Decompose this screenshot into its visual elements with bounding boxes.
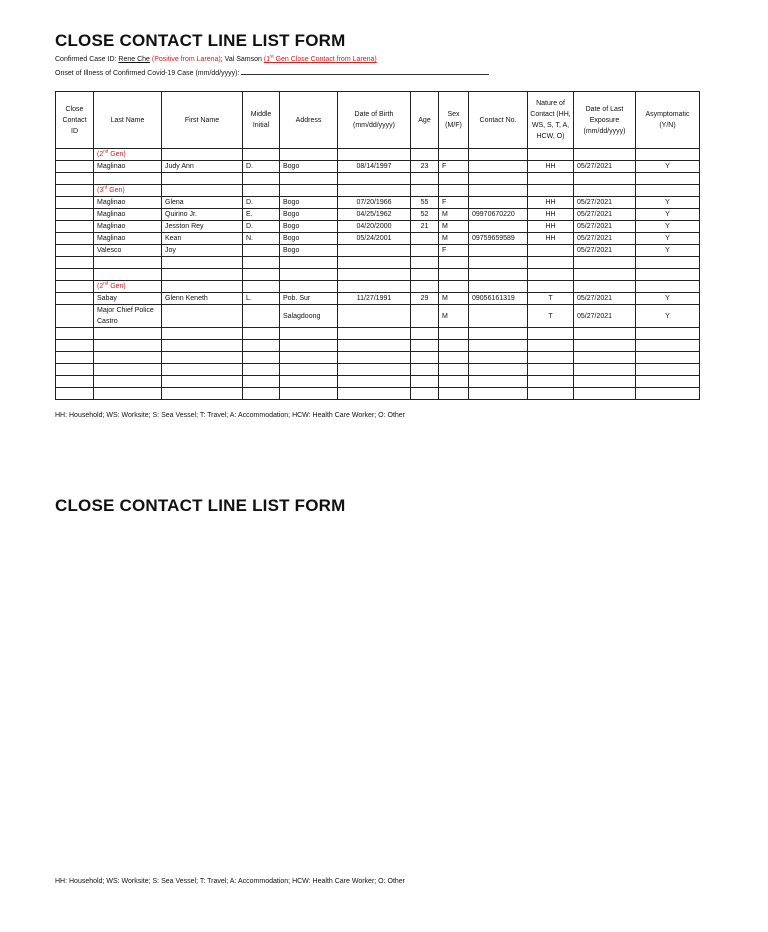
table-cell [574, 185, 636, 197]
col-date-of-birth: Date of Birth (mm/dd/yyyy) [338, 92, 411, 149]
table-cell: Bogo [280, 209, 338, 221]
table-cell [574, 257, 636, 269]
table-cell [56, 340, 94, 352]
table-cell [411, 233, 439, 245]
table-cell [528, 364, 574, 376]
table-cell [243, 269, 280, 281]
table-cell: 05/27/2021 [574, 197, 636, 209]
table-cell [243, 364, 280, 376]
table-cell: D. [243, 221, 280, 233]
table-row [56, 233, 700, 245]
table-cell: Bogo [280, 233, 338, 245]
table-cell [280, 173, 338, 185]
table-cell [243, 388, 280, 400]
table-cell [243, 185, 280, 197]
table-row-blank [56, 328, 700, 340]
col-sex: Sex (M/F) [439, 92, 469, 149]
table-cell [338, 257, 411, 269]
table-cell [280, 364, 338, 376]
table-cell: Bogo [280, 221, 338, 233]
table-cell [469, 281, 528, 293]
table-cell [636, 388, 700, 400]
table-cell: HH [528, 233, 574, 245]
table-cell: Quirino Jr. [162, 209, 243, 221]
table-cell [162, 257, 243, 269]
table-cell [469, 221, 528, 233]
table-cell: Y [636, 233, 700, 245]
table-cell [469, 197, 528, 209]
table-cell: M [439, 209, 469, 221]
table-cell [528, 257, 574, 269]
table-cell [439, 257, 469, 269]
table-cell: 05/27/2021 [574, 245, 636, 257]
table-cell: T [528, 305, 574, 328]
legend-note: HH: Household; WS: Worksite; S: Sea Vessel; T: Travel; A: Accommodation; HCW: Health Care Worker; O: Other [55, 412, 405, 419]
table-cell [411, 364, 439, 376]
table-cell [469, 149, 528, 161]
table-cell [94, 376, 162, 388]
table-cell: Major Chief Police Castro [94, 305, 162, 328]
table-row-blank [56, 269, 700, 281]
generation-header-row [56, 185, 700, 197]
table-cell [280, 257, 338, 269]
contact-table [55, 91, 700, 400]
table-cell [243, 352, 280, 364]
col-contact-no: Contact No. [469, 92, 528, 149]
table-cell [94, 388, 162, 400]
table-cell [280, 388, 338, 400]
table-row-blank [56, 257, 700, 269]
table-cell [243, 245, 280, 257]
table-cell [56, 197, 94, 209]
table-cell: 04/20/2000 [338, 221, 411, 233]
table-cell [94, 173, 162, 185]
table-cell: Y [636, 305, 700, 328]
table-row [56, 245, 700, 257]
table-cell [338, 305, 411, 328]
col-first-name: First Name [162, 92, 243, 149]
table-cell [439, 340, 469, 352]
table-cell [411, 269, 439, 281]
table-cell [411, 352, 439, 364]
table-cell [528, 269, 574, 281]
table-cell [411, 281, 439, 293]
onset-label: Onset of Illness of Confirmed Covid-19 Case (mm/dd/yyyy): [55, 70, 240, 77]
table-cell: M [439, 293, 469, 305]
table-cell [411, 257, 439, 269]
table-cell [162, 149, 243, 161]
table-cell [636, 376, 700, 388]
table-cell [162, 305, 243, 328]
table-cell: 05/27/2021 [574, 293, 636, 305]
table-cell [469, 173, 528, 185]
table-cell [243, 376, 280, 388]
table-cell [94, 328, 162, 340]
col-asymptomatic: Asymptomatic (Y/N) [636, 92, 700, 149]
table-cell [162, 352, 243, 364]
table-cell [574, 352, 636, 364]
table-row-blank [56, 173, 700, 185]
generation-label: (2nd Gen) [94, 149, 162, 161]
table-cell: 29 [411, 293, 439, 305]
table-cell: Bogo [280, 197, 338, 209]
table-cell: 05/27/2021 [574, 233, 636, 245]
table-cell: HH [528, 161, 574, 173]
table-cell: 05/27/2021 [574, 305, 636, 328]
table-cell [56, 293, 94, 305]
table-cell [574, 364, 636, 376]
case-note-1: (Positive from Larena) [151, 56, 221, 63]
table-cell: M [439, 305, 469, 328]
table-cell [411, 149, 439, 161]
table-cell [636, 185, 700, 197]
table-cell [528, 328, 574, 340]
table-cell [243, 328, 280, 340]
table-cell [439, 185, 469, 197]
table-cell: Maglinao [94, 233, 162, 245]
table-cell: D. [243, 197, 280, 209]
table-cell [469, 328, 528, 340]
table-cell [469, 257, 528, 269]
generation-header-row [56, 149, 700, 161]
table-row [56, 221, 700, 233]
table-cell [243, 281, 280, 293]
confirmed-case-line [55, 53, 377, 63]
case-name-1: Rene Che [118, 56, 150, 63]
table-cell [243, 173, 280, 185]
col-close-contact-id: Close Contact ID [56, 92, 94, 149]
table-cell [411, 376, 439, 388]
table-cell: D. [243, 161, 280, 173]
table-cell [469, 340, 528, 352]
col-age: Age [411, 92, 439, 149]
table-cell: Joy [162, 245, 243, 257]
table-row [56, 209, 700, 221]
table-cell [338, 173, 411, 185]
table-row-blank [56, 364, 700, 376]
table-cell [469, 161, 528, 173]
table-cell [528, 352, 574, 364]
table-row-blank [56, 352, 700, 364]
table-cell [338, 149, 411, 161]
table-cell: F [439, 161, 469, 173]
table-cell [56, 364, 94, 376]
table-cell: Maglinao [94, 161, 162, 173]
table-cell [528, 185, 574, 197]
table-cell: Salagdoong [280, 305, 338, 328]
table-cell [439, 388, 469, 400]
table-cell: 11/27/1991 [338, 293, 411, 305]
table-cell [528, 245, 574, 257]
table-cell: Kean [162, 233, 243, 245]
table-cell: N. [243, 233, 280, 245]
table-row-blank [56, 340, 700, 352]
table-cell [56, 173, 94, 185]
table-cell: Y [636, 293, 700, 305]
table-cell [469, 388, 528, 400]
table-cell [56, 376, 94, 388]
table-cell [94, 352, 162, 364]
table-cell [574, 376, 636, 388]
table-cell [56, 185, 94, 197]
table-cell [338, 340, 411, 352]
table-cell [280, 149, 338, 161]
table-cell: 23 [411, 161, 439, 173]
table-cell: 07/20/1966 [338, 197, 411, 209]
table-cell [56, 221, 94, 233]
table-cell [338, 269, 411, 281]
table-cell [528, 281, 574, 293]
table-cell [56, 233, 94, 245]
col-date-last-exposure: Date of Last Exposure (mm/dd/yyyy) [574, 92, 636, 149]
table-cell: Glenn Keneth [162, 293, 243, 305]
table-cell [411, 185, 439, 197]
table-cell [162, 376, 243, 388]
table-row [56, 161, 700, 173]
table-cell [56, 149, 94, 161]
table-cell: 09056161319 [469, 293, 528, 305]
table-cell: 21 [411, 221, 439, 233]
table-cell: Y [636, 245, 700, 257]
table-cell: Maglinao [94, 221, 162, 233]
table-cell [338, 364, 411, 376]
table-cell [439, 269, 469, 281]
table-cell [243, 305, 280, 328]
table-cell: L. [243, 293, 280, 305]
table-cell: Y [636, 197, 700, 209]
table-cell [574, 173, 636, 185]
table-cell [56, 328, 94, 340]
table-cell [574, 328, 636, 340]
table-cell: Valesco [94, 245, 162, 257]
table-cell: 55 [411, 197, 439, 209]
table-cell [338, 376, 411, 388]
table-cell [528, 388, 574, 400]
table-cell: E. [243, 209, 280, 221]
table-cell [439, 364, 469, 376]
table-cell: Y [636, 161, 700, 173]
table-cell [469, 245, 528, 257]
table-cell: F [439, 197, 469, 209]
table-cell: Bogo [280, 245, 338, 257]
table-cell [439, 149, 469, 161]
table-cell [56, 281, 94, 293]
table-cell [469, 185, 528, 197]
table-cell: 05/27/2021 [574, 161, 636, 173]
table-cell: HH [528, 209, 574, 221]
table-cell [469, 364, 528, 376]
table-cell [56, 269, 94, 281]
table-cell [574, 269, 636, 281]
table-cell [528, 149, 574, 161]
table-cell [439, 352, 469, 364]
table-cell [439, 281, 469, 293]
col-nature-of-contact: Nature of Contact (HH, WS, S, T, A, HCW, O) [528, 92, 574, 149]
case-note-2: (1st Gen Close Contact from Larena) [263, 53, 377, 63]
onset-blank-field [241, 68, 489, 75]
table-cell [94, 364, 162, 376]
table-cell [574, 340, 636, 352]
table-cell: F [439, 245, 469, 257]
table-cell [94, 257, 162, 269]
table-cell: 05/24/2001 [338, 233, 411, 245]
table-cell: Sabay [94, 293, 162, 305]
table-row [56, 197, 700, 209]
table-cell [574, 281, 636, 293]
table-cell [162, 173, 243, 185]
table-cell: Jesston Rey [162, 221, 243, 233]
table-cell: M [439, 233, 469, 245]
table-cell [439, 376, 469, 388]
table-cell [56, 257, 94, 269]
table-cell [338, 388, 411, 400]
table-cell: Pob. Sur [280, 293, 338, 305]
table-cell [636, 149, 700, 161]
table-cell [280, 281, 338, 293]
table-cell [528, 376, 574, 388]
table-cell [338, 328, 411, 340]
table-cell [280, 352, 338, 364]
table-cell [469, 305, 528, 328]
table-cell [162, 269, 243, 281]
table-row-blank [56, 388, 700, 400]
table-cell [636, 340, 700, 352]
table-cell [280, 376, 338, 388]
table-cell: Y [636, 221, 700, 233]
table-cell [162, 328, 243, 340]
table-cell [94, 340, 162, 352]
onset-line [55, 68, 489, 77]
table-cell: Y [636, 209, 700, 221]
table-cell [338, 185, 411, 197]
table-cell [528, 340, 574, 352]
table-cell [162, 340, 243, 352]
col-address: Address [280, 92, 338, 149]
table-cell [162, 388, 243, 400]
table-cell [94, 269, 162, 281]
table-cell [439, 328, 469, 340]
table-cell [411, 340, 439, 352]
table-cell [56, 209, 94, 221]
table-cell [56, 352, 94, 364]
table-cell [636, 364, 700, 376]
table-cell [411, 388, 439, 400]
table-cell [636, 269, 700, 281]
table-cell: T [528, 293, 574, 305]
table-cell: 09759659589 [469, 233, 528, 245]
generation-header-row [56, 281, 700, 293]
table-cell [338, 281, 411, 293]
table-cell [56, 305, 94, 328]
table-cell: Maglinao [94, 209, 162, 221]
table-row [56, 293, 700, 305]
table-cell: 08/14/1997 [338, 161, 411, 173]
table-cell: HH [528, 221, 574, 233]
table-cell: 05/27/2021 [574, 209, 636, 221]
table-cell [636, 328, 700, 340]
table-cell [280, 269, 338, 281]
table-row-blank [56, 376, 700, 388]
table-cell [574, 388, 636, 400]
col-middle-initial: Middle Initial [243, 92, 280, 149]
table-cell: Bogo [280, 161, 338, 173]
table-cell [243, 149, 280, 161]
table-cell [243, 257, 280, 269]
table-cell: 52 [411, 209, 439, 221]
table-cell [338, 352, 411, 364]
table-cell [469, 376, 528, 388]
table-header-row [56, 92, 700, 149]
table-cell [636, 173, 700, 185]
table-cell [528, 173, 574, 185]
table-cell: 05/27/2021 [574, 221, 636, 233]
table-cell [469, 352, 528, 364]
legend-note-page-2: HH: Household; WS: Worksite; S: Sea Vessel; T: Travel; A: Accommodation; HCW: Health Care Worker; O: Other [55, 878, 405, 885]
table-cell: M [439, 221, 469, 233]
table-cell [338, 245, 411, 257]
table-cell [636, 352, 700, 364]
table-cell [280, 328, 338, 340]
table-cell [56, 245, 94, 257]
table-cell [280, 185, 338, 197]
table-cell [636, 281, 700, 293]
table-cell [574, 149, 636, 161]
table-cell [411, 305, 439, 328]
table-cell [56, 388, 94, 400]
table-cell: Judy Ann [162, 161, 243, 173]
table-cell [411, 173, 439, 185]
generation-label: (3rd Gen) [94, 185, 162, 197]
col-last-name: Last Name [94, 92, 162, 149]
table-cell [411, 245, 439, 257]
table-cell: HH [528, 197, 574, 209]
table-cell [636, 257, 700, 269]
form-title-page-2: CLOSE CONTACT LINE LIST FORM [55, 496, 346, 515]
table-cell [411, 328, 439, 340]
table-row [56, 305, 700, 328]
table-cell [243, 340, 280, 352]
table-cell [56, 161, 94, 173]
table-cell [162, 185, 243, 197]
generation-label: (2nd Gen) [94, 281, 162, 293]
case-name-2: Val Samson [224, 56, 262, 63]
case-id-label: Confirmed Case ID: [55, 56, 117, 63]
table-cell [439, 173, 469, 185]
table-cell [469, 269, 528, 281]
table-cell: Maglinao [94, 197, 162, 209]
table-cell: 04/25/1962 [338, 209, 411, 221]
table-cell [162, 364, 243, 376]
form-title: CLOSE CONTACT LINE LIST FORM [55, 31, 346, 50]
table-cell: Glena [162, 197, 243, 209]
table-cell [162, 281, 243, 293]
table-cell [280, 340, 338, 352]
table-cell: 09970670220 [469, 209, 528, 221]
case-separator: ; [220, 56, 223, 63]
